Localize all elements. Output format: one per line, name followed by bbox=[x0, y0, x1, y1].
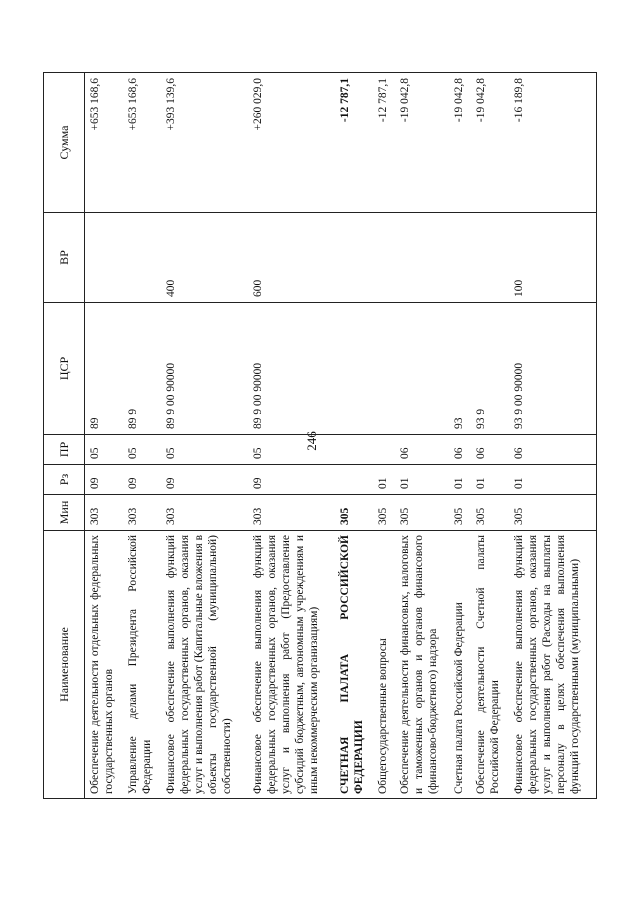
cell-vr: 400 bbox=[161, 213, 248, 303]
cell-name: Обеспечение деятельности финансовых, налоговых и таможенных органов и органов финансового (финансово-бюджетного) надзора bbox=[395, 531, 449, 799]
cell-sum: +393 139,6 bbox=[161, 73, 248, 213]
cell-rz: 09 bbox=[161, 465, 248, 495]
cell-csr bbox=[373, 303, 395, 435]
cell-min: 305 bbox=[449, 495, 471, 531]
table-row bbox=[85, 73, 124, 799]
cell-csr: 93 9 bbox=[471, 303, 509, 435]
cell-vr: 600 bbox=[248, 213, 335, 303]
cell-rz: 09 bbox=[85, 465, 124, 495]
cell-pr: 05 bbox=[248, 435, 335, 465]
header-min: Мин bbox=[44, 495, 85, 531]
cell-csr bbox=[335, 303, 373, 435]
cell-csr: 93 9 00 90000 bbox=[509, 303, 596, 435]
cell-name: Обеспечение деятельности Счетной палаты Российской Федерации bbox=[471, 531, 509, 799]
cell-sum: -12 787,1 bbox=[373, 73, 395, 213]
cell-rz: 01 bbox=[509, 465, 596, 495]
cell-pr: 06 bbox=[471, 435, 509, 465]
table-row bbox=[248, 73, 335, 799]
cell-pr: 06 bbox=[509, 435, 596, 465]
cell-name: Счетная палата Российской Федерации bbox=[449, 531, 471, 799]
cell-name: Финансовое обеспечение выполнения функций федеральных государственных органов, оказания услуг и выполнения работ (Капитальные вложения в объекты государственной (муниципальной) собственности) bbox=[161, 531, 248, 799]
cell-csr: 89 9 bbox=[123, 303, 161, 435]
cell-sum: -19 042,8 bbox=[471, 73, 509, 213]
header-vr: ВР bbox=[44, 213, 85, 303]
cell-pr: 05 bbox=[85, 435, 124, 465]
header-sum: Сумма bbox=[44, 73, 85, 213]
cell-min: 305 bbox=[395, 495, 449, 531]
cell-vr: 100 bbox=[509, 213, 596, 303]
cell-rz: 01 bbox=[449, 465, 471, 495]
table-row bbox=[509, 73, 596, 799]
cell-csr bbox=[395, 303, 449, 435]
budget-table-container bbox=[43, 73, 597, 799]
cell-csr: 89 9 00 90000 bbox=[248, 303, 335, 435]
cell-vr bbox=[335, 213, 373, 303]
cell-rz: 09 bbox=[248, 465, 335, 495]
cell-sum: -19 042,8 bbox=[449, 73, 471, 213]
table-row bbox=[395, 73, 449, 799]
cell-rz: 01 bbox=[373, 465, 395, 495]
cell-rz: 09 bbox=[123, 465, 161, 495]
header-pr: ПР bbox=[44, 435, 85, 465]
cell-rz: 01 bbox=[395, 465, 449, 495]
cell-pr bbox=[335, 435, 373, 465]
cell-sum: +260 029,0 bbox=[248, 73, 335, 213]
cell-min: 305 bbox=[335, 495, 373, 531]
table-row bbox=[449, 73, 471, 799]
cell-csr: 89 9 00 90000 bbox=[161, 303, 248, 435]
cell-min: 305 bbox=[471, 495, 509, 531]
cell-min: 303 bbox=[123, 495, 161, 531]
cell-vr bbox=[85, 213, 124, 303]
table-row bbox=[471, 73, 509, 799]
cell-sum: +653 168,6 bbox=[123, 73, 161, 213]
cell-pr: 05 bbox=[123, 435, 161, 465]
cell-name: СЧЕТНАЯ ПАЛАТА РОССИЙСКОЙ ФЕДЕРАЦИИ bbox=[335, 531, 373, 799]
table-row bbox=[373, 73, 395, 799]
cell-sum: -16 189,8 bbox=[509, 73, 596, 213]
cell-name: Общегосударственные вопросы bbox=[373, 531, 395, 799]
cell-rz: 01 bbox=[471, 465, 509, 495]
cell-name: Финансовое обеспечение выполнения функций федеральных государственных органов, оказания услуг и выполнения работ (Расходы на выплаты персоналу в целях обеспечения выполнения функций государственными (муниципальными) bbox=[509, 531, 596, 799]
page-number: 246 bbox=[304, 431, 319, 451]
cell-min: 305 bbox=[373, 495, 395, 531]
cell-sum: -12 787,1 bbox=[335, 73, 373, 213]
cell-pr bbox=[373, 435, 395, 465]
table-row bbox=[335, 73, 373, 799]
cell-min: 303 bbox=[85, 495, 124, 531]
cell-sum: -19 042,8 bbox=[395, 73, 449, 213]
table-header-row bbox=[44, 73, 85, 799]
cell-name: Управление делами Президента Российской Федерации bbox=[123, 531, 161, 799]
cell-vr bbox=[123, 213, 161, 303]
cell-vr bbox=[449, 213, 471, 303]
cell-min: 303 bbox=[161, 495, 248, 531]
budget-table bbox=[43, 72, 597, 799]
cell-csr: 93 bbox=[449, 303, 471, 435]
cell-sum: +653 168,6 bbox=[85, 73, 124, 213]
cell-min: 305 bbox=[509, 495, 596, 531]
cell-pr: 05 bbox=[161, 435, 248, 465]
table-row bbox=[123, 73, 161, 799]
table-row bbox=[161, 73, 248, 799]
cell-pr: 06 bbox=[449, 435, 471, 465]
cell-min: 303 bbox=[248, 495, 335, 531]
cell-vr bbox=[471, 213, 509, 303]
header-rz: Рз bbox=[44, 465, 85, 495]
cell-name: Обеспечение деятельности отдельных федеральных государственных органов bbox=[85, 531, 124, 799]
cell-name: Финансовое обеспечение выполнения функций федеральных государственных органов, оказания услуг и выполнения работ (Предоставление субсидий бюджетным, автономным учреждениям и иным некоммерческим организациям) bbox=[248, 531, 335, 799]
header-csr: ЦСР bbox=[44, 303, 85, 435]
cell-vr bbox=[373, 213, 395, 303]
cell-rz bbox=[335, 465, 373, 495]
cell-vr bbox=[395, 213, 449, 303]
cell-pr: 06 bbox=[395, 435, 449, 465]
header-name: Наименование bbox=[44, 531, 85, 799]
cell-csr: 89 bbox=[85, 303, 124, 435]
